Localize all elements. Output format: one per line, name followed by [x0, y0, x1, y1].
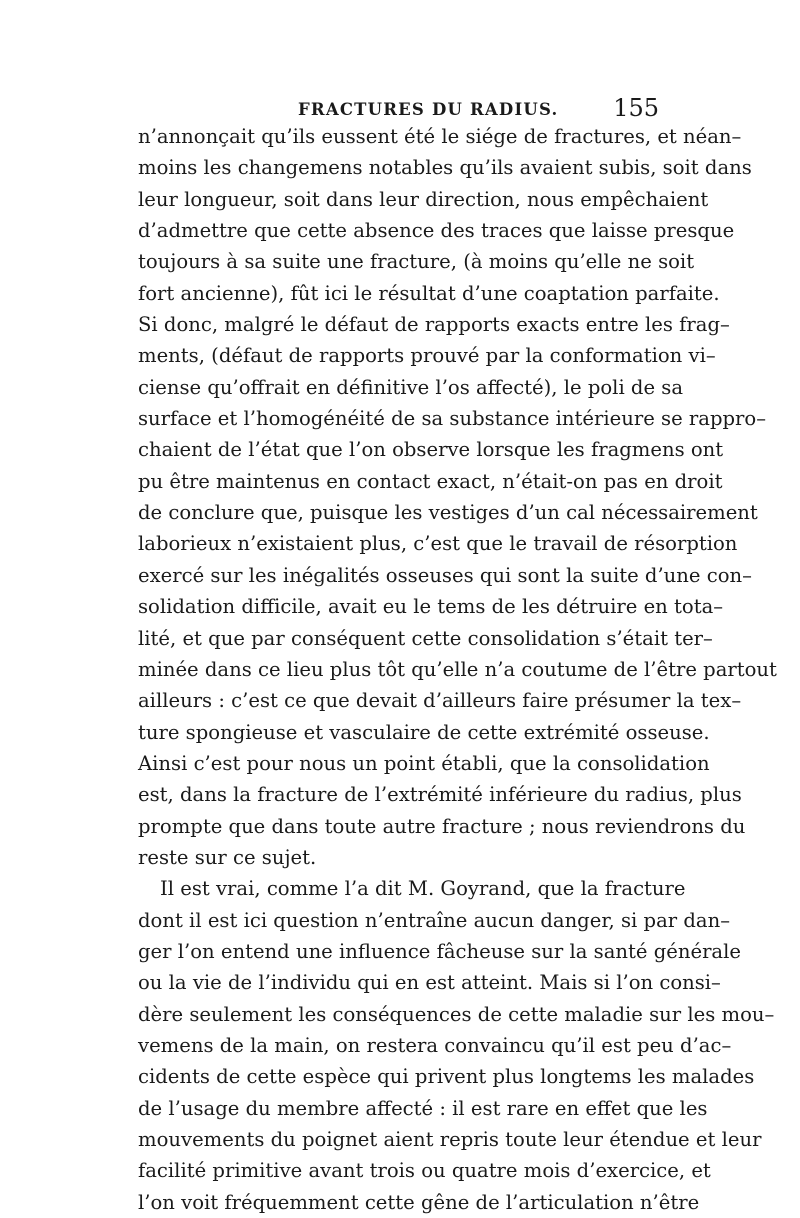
text-line: moins les changemens notables qu’ils avaient subis, soit dans: [138, 156, 752, 180]
text-line: dont il est ici question n’entraîne aucun danger, si par dan–: [138, 908, 731, 932]
text-line: ou la vie de l’individu qui en est atteint. Mais si l’on consi–: [138, 971, 721, 995]
paragraph-start-line: Il est vrai, comme l’a dit M. Goyrand, que la fracture: [160, 877, 686, 901]
text-line: ciense qu’offrait en définitive l’os affecté), le poli de sa: [138, 375, 684, 399]
text-line: pu être maintenus en contact exact, n’était-on pas en droit: [138, 469, 723, 493]
text-line: vemens de la main, on restera convaincu qu’il est peu d’ac–: [138, 1033, 732, 1057]
text-line: prompte que dans toute autre fracture ; nous reviendrons du: [138, 814, 746, 838]
text-line: exercé sur les inégalités osseuses qui sont la suite d’une con–: [138, 563, 752, 587]
text-line: solidation difficile, avait eu le tems de les détruire en tota–: [138, 595, 724, 619]
text-line: facilité primitive avant trois ou quatre mois d’exercice, et: [138, 1159, 711, 1183]
text-line: toujours à sa suite une fracture, (à moins qu’elle ne soit: [138, 250, 695, 274]
text-line: lité, et que par conséquent cette consolidation s’était ter–: [138, 626, 713, 650]
body-text: [138, 121, 777, 1218]
text-line: de l’usage du membre affecté : il est rare en effet que les: [138, 1096, 708, 1120]
page-number: 155: [613, 94, 659, 122]
running-head: FRACTURES DU RADIUS.: [298, 100, 559, 119]
text-line: ger l’on entend une influence fâcheuse sur la santé générale: [138, 939, 741, 963]
text-line: est, dans la fracture de l’extrémité inférieure du radius, plus: [138, 783, 742, 807]
text-line: laborieux n’existaient plus, c’est que le travail de résorption: [138, 532, 738, 556]
text-line: mouvements du poignet aient repris toute leur étendue et leur: [138, 1128, 762, 1151]
text-line: surface et l’homogénéité de sa substance intérieure se rappro–: [138, 407, 767, 431]
text-line: minée dans ce lieu plus tôt qu’elle n’a coutume de l’être partout: [138, 657, 777, 681]
text-line: leur longueur, soit dans leur direction, nous empêchaient: [138, 187, 709, 211]
text-line: Si donc, malgré le défaut de rapports exacts entre les frag–: [138, 313, 730, 337]
text-line: dère seulement les conséquences de cette maladie sur les mou–: [138, 1002, 775, 1026]
text-line: chaient de l’état que l’on observe lorsque les fragmens ont: [138, 438, 724, 462]
text-line: cidents de cette espèce qui privent plus longtems les malades: [138, 1065, 755, 1089]
text-line: ture spongieuse et vasculaire de cette extrémité osseuse.: [138, 720, 710, 744]
text-line: ments, (défaut de rapports prouvé par la conformation vi–: [138, 344, 716, 368]
text-line: Ainsi c’est pour nous un point établi, que la consolidation: [138, 751, 710, 775]
text-line: n’annonçait qu’ils eussent été le siége de fractures, et néan–: [138, 125, 742, 148]
paragraph-end-line: reste sur ce sujet.: [138, 845, 317, 869]
text-line: ailleurs : c’est ce que devait d’ailleurs faire présumer la tex–: [138, 689, 742, 713]
text-line: fort ancienne), fût ici le résultat d’une coaptation parfaite.: [138, 281, 720, 305]
text-line: d’admettre que cette absence des traces que laisse presque: [138, 219, 735, 243]
text-line: l’on voit fréquemment cette gêne de l’articulation n’être: [138, 1190, 700, 1214]
text-line: de conclure que, puisque les vestiges d’un cal nécessairement: [138, 501, 758, 525]
